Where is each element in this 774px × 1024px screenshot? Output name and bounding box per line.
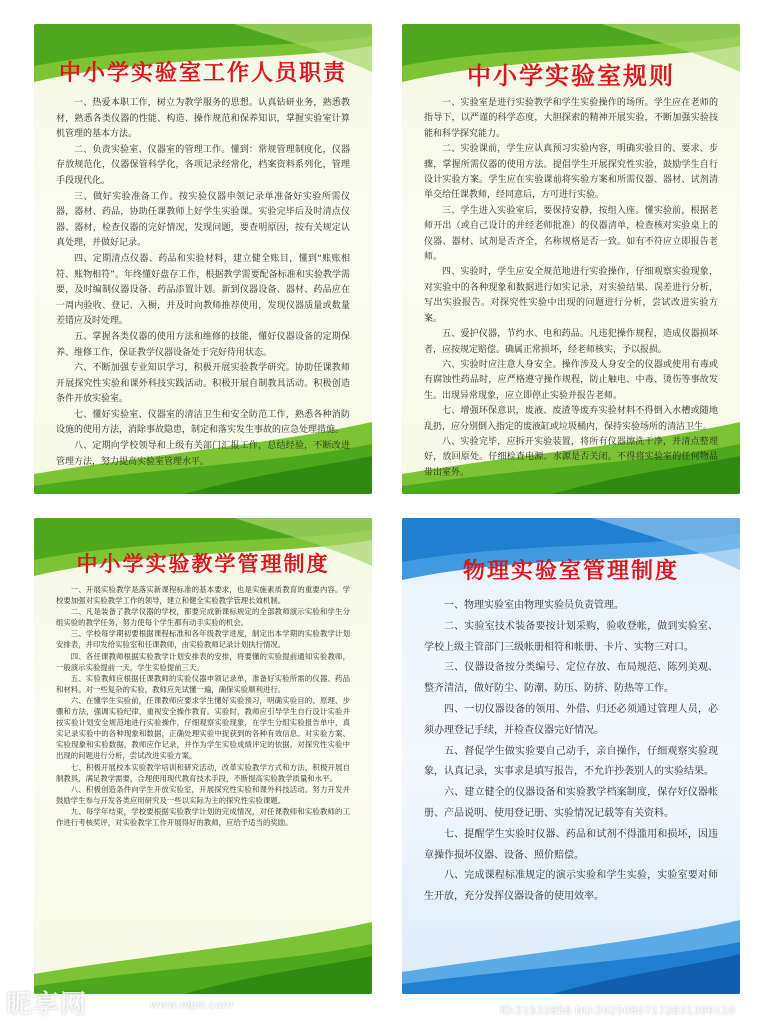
paragraph: 五、爱护仪器，节约水、电和药品。凡违犯操作规程，造成仪器损坏者，应按规定赔偿。确属正常损坏，经老师核实，予以报损。 <box>424 329 718 355</box>
panel-title: 中小学实验教学管理制度 <box>76 551 330 576</box>
paragraph: 四、实验时，学生应安全规范地进行实验操作，仔细观察实验现象，对实验中的各种现象和数据进行如实记录，对实验结果、误差进行分析，写出实验报告。对探究性实验中出现的问题进行分析，尝试改进实验方案。 <box>424 267 718 324</box>
paragraph: 七、增强环保意识，废液、废渣等废弃实验材料不得倒入水槽或随地乱扔，应分别倒入指定的废液缸或垃圾桶内，保持实验场所的清洁卫生。 <box>424 406 718 432</box>
paragraph: 八、完成课程标准规定的演示实验和学生实验，实验室要对师生开放，充分发挥仪器设备的使用效率。 <box>424 870 718 903</box>
watermark-id: ID:21532856 NO:20250807172831399110 <box>500 1004 736 1017</box>
paragraph: 二、凡是装备了教学仪器的学校，都要完成新课标规定的全部教师演示实验和学生分组实验的教学任务，努力使每个学生都有动手实验的机会。 <box>56 607 350 628</box>
green-footer-band <box>34 914 372 994</box>
panel-body <box>56 584 350 828</box>
paragraph: 六、实验时应注意人身安全。操作涉及人身安全的仪器或使用有毒或有腐蚀性药品时，应严格遵守操作规程，防止触电、中毒、烫伤等事故发生。出现异常现象，应立即停止实验并报告老师。 <box>424 359 718 401</box>
paragraph: 三、仪器设备按分类编号、定位存放、布局规范、陈列美观、整齐清洁，做好防尘、防潮、防压、防挤、防热等工作。 <box>424 662 718 695</box>
panel-lab-rules <box>402 24 740 494</box>
paragraph: 七、积极开展校本实验教学培训和研究活动，改革实验教学方式和方法，积极开展自制教具，满足教学需要，合理使用现代教育技术手段，不断提高实验教学质量和水平。 <box>56 762 350 783</box>
panel-title: 物理实验室管理制度 <box>462 558 679 584</box>
paragraph: 六、在懂学生实验前，任课教师应要求学生懂好实验预习，明确实验目的、原理、步骤和方法，强调实验纪律，重视安全操作教育。实验时，教师应引导学生自行设计实验并按实验计划安全规范地进行实验操作，仔细观察实验现象，在学生分组实验报告单中，真实记录实验中的各种现象和数据，正确处理实验中捉获到的各种有效信息。对实验方案、实验现象和实验数据，教师应作记录，并作为学生实验成绩评定的依据。对探究性实验中出现的问题进行分析，尝试改进实验方案。 <box>56 695 350 761</box>
watermark-logo: 昵享网 <box>6 990 88 1020</box>
paragraph: 五、实验教师应根据任课教师的实验仪器申领记录单，准备好实验所需的仪器、药品和材料。对一些复杂的实验，教师应先试懂一遍，确保实验顺利进行。 <box>56 673 350 694</box>
paragraph: 三、做好实验准备工作。按实验仪器申领记录单准备好实验所需仪器，器材、药品，协助任课教师上好学生实验课。实验完毕后及时清点仪器、器材，检查仪器的完好情况，发现问题，要查明原因，按有关规定认真处理，并做好记录。 <box>56 191 350 249</box>
paragraph: 三、学生进入实验室后，要保持安静，按组入座。懂实验前，根据老师开出（或自己设计的并经老师批准）的仪器清单，检查核对实验桌上的仪器、器材、试剂是否齐全，名称规格是否一致。如有不符应立即报告老师。 <box>424 205 718 263</box>
paragraph: 三、学校每学期初要根据课程标准和各年级教学进度，制定出本学期的实验教学计划安排表，并印发给实验室和任课教师，由实验教师记录计划执行情况。 <box>56 629 350 650</box>
panel-title: 中小学实验室规则 <box>467 61 675 90</box>
paragraph: 六、不断加强专业知识学习，积极开展实验教学研究。协助任课教师开展探究性实验和课外科技实践活动。积极开展自制教具活动。积极创造条件开放实验室。 <box>56 363 350 405</box>
paragraph: 八、积极创造条件向学生开放实验室，开展探究性实验和课外科技活动。努力开发并鼓励学生参与开发各类应用研究及一些以实际为主的探究性实验课题。 <box>56 784 350 805</box>
panel-title: 中小学实验室工作人员职责 <box>58 60 347 86</box>
paragraph: 九、每学年结束，学校要根据实验教学计划的完成情况，对任课教师和实验教师的工作进行考核奖评，对实验教学工作开展得好的教师，应给予适当的奖励。 <box>56 806 350 827</box>
paragraph: 四、一切仪器设备的领用、外借、归还必须通过管理人员，必须办理登记手续，并检查仪器完好情况。 <box>424 703 718 736</box>
paragraph: 四、定期清点仪器、药品和实验材料，建立健全账目，懂到“账账相符、账物相符”。年终懂好盘存工作，根据教学需要配备标准和实验教学需要，及时编制仪器设备、药品添置计划。新到仪器设备、器材、药品应在一周内验收、登记、入橱，并及时向教师推荐使用，发现仪器质量或数量差错应及时处理。 <box>56 253 350 327</box>
paragraph: 二、实验室技术装备要按计划采购，验收登帐，做到实验室、学校上级主管部门三级帐册相符和帐册、卡片、实物三对口。 <box>424 620 718 653</box>
blue-footer-band <box>402 914 740 994</box>
paragraph: 七、提醒学生实验时仪器、药品和试剂不得滥用和损坏，因违章操作损坏仪器、设备、照价赔偿。 <box>424 828 718 861</box>
paragraph: 一、物理实验室由物理实验员负责管理。 <box>444 600 624 611</box>
paragraph: 一、开展实验教学是落实新课程标准的基本要求，也是实施素质教育的重要内容。学校要加强对实验教学工作的领导，建立和健全实验教学管理长效机制。 <box>56 585 350 606</box>
paragraph: 五、掌握各类仪器的使用方法和维修的技能，懂好仪器设备的定期保养、维修工作，保证教学仪器设备处于完好待用状态。 <box>56 331 350 358</box>
paragraph: 四、各任课教师根据实验教学计划安排表的安排，将要懂的实验提前通知实验教师，一般演示实验提前一天，学生实验提前三天。 <box>56 651 350 672</box>
paragraph: 一、热爱本职工作，树立为教学服务的思想。认真钻研业务，熟悉教材，熟悉各类仪器的性能、构造、操作规范和保养知识，掌握实验室计算机管理的基本方法。 <box>56 98 350 140</box>
paragraph: 一、实验室是进行实验教学和学生实验操作的场所。学生应在老师的指导下，以严谨的科学态度，大胆探索的精神开展实验，不断加强实验技能和科学探究能力。 <box>424 98 718 139</box>
panel-teaching-management <box>34 518 372 994</box>
panel-physics-lab-management <box>402 518 740 994</box>
paragraph: 六、建立健全的仪器设备和实验教学档案制度，保存好仪器帐册、产品说明、使用登记册、实验情况记载等有关资料。 <box>424 787 718 819</box>
panel-lab-staff-duties <box>34 24 372 494</box>
paragraph: 二、实验课前，学生应认真预习实验内容，明确实验目的、要求、步骤，掌握所需仪器的使用方法。提倡学生开展探究性实验，鼓励学生自行设计实验方案。学生应在实验课前将实验方案和所需仪器、器材、试剂清单交给任课教师，经同意后，方可进行实验。 <box>424 144 718 201</box>
watermark-url: www.nipic.com <box>150 998 233 1011</box>
paragraph: 八、定期向学校领导和上级有关部门汇报工作，总结经验，不断改进管理方法，努力提高实验室管理水平。 <box>56 441 350 467</box>
paragraph: 八、实验完毕，应拆开实验装置，将所有仪器擦洗干净，并清点整理好，放回原处。仔细检查电源、水源是否关闭。不得将实验室的任何物品带出室外。 <box>424 436 718 478</box>
panel-body <box>424 596 718 908</box>
paragraph: 五、督促学生做实验要自己动手，亲自操作，仔细观察实验现象，认真记录，实事求是填写报告，不允许抄袭别人的实验结果。 <box>424 745 718 778</box>
paragraph: 二、负责实验室、仪器室的管理工作。懂到：常规管理制度化，仪器存放规范化，仪器保管科学化，各项记录经常化，档案资料系列化，管理手段现代化。 <box>56 144 350 186</box>
panel-body <box>56 96 350 470</box>
panel-body <box>424 96 718 481</box>
paragraph: 七、懂好实验室、仪器室的清洁卫生和安全防范工作，熟悉各种消防设施的使用方法，消除事故隐患，制定和落实发生事故的应急处理措施。 <box>56 409 350 436</box>
